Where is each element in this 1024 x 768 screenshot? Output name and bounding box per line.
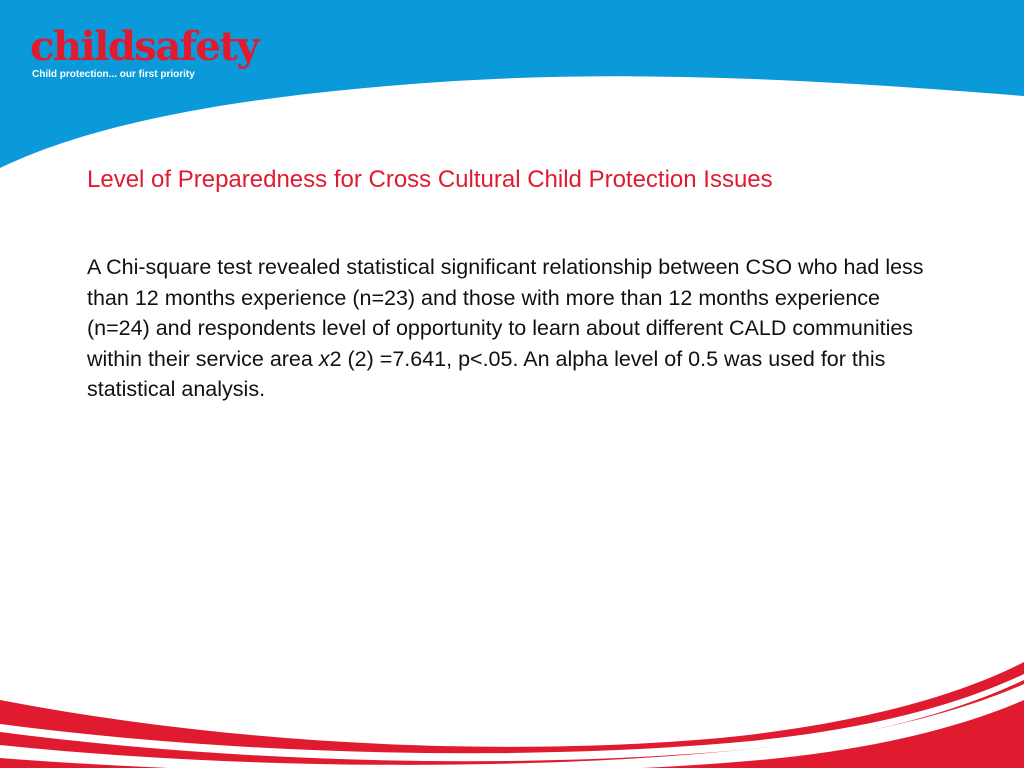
footer-red-swoosh-thick xyxy=(0,662,1024,768)
body-text-part-2: 2 (2) =7.641, p<.05. An alpha level of 0.5 was used for this statistical analysis. xyxy=(87,346,886,401)
slide-body-text xyxy=(87,252,947,405)
logo-wordmark: childsafety xyxy=(30,23,259,70)
logo-tagline: Child protection... our first priority xyxy=(32,69,195,80)
slide-title: Level of Preparedness for Cross Cultural Child Protection Issues xyxy=(87,166,773,193)
body-text-part-1: A Chi-square test revealed statistical significant relationship between CSO who had less than 12 months experience (n=23) and those with more than 12 months experience (n=24) and respondents level of opportunity to learn about different CALD communities within their service area xyxy=(87,255,924,371)
chi-symbol: x xyxy=(318,346,330,371)
childsafety-logo xyxy=(30,23,259,86)
